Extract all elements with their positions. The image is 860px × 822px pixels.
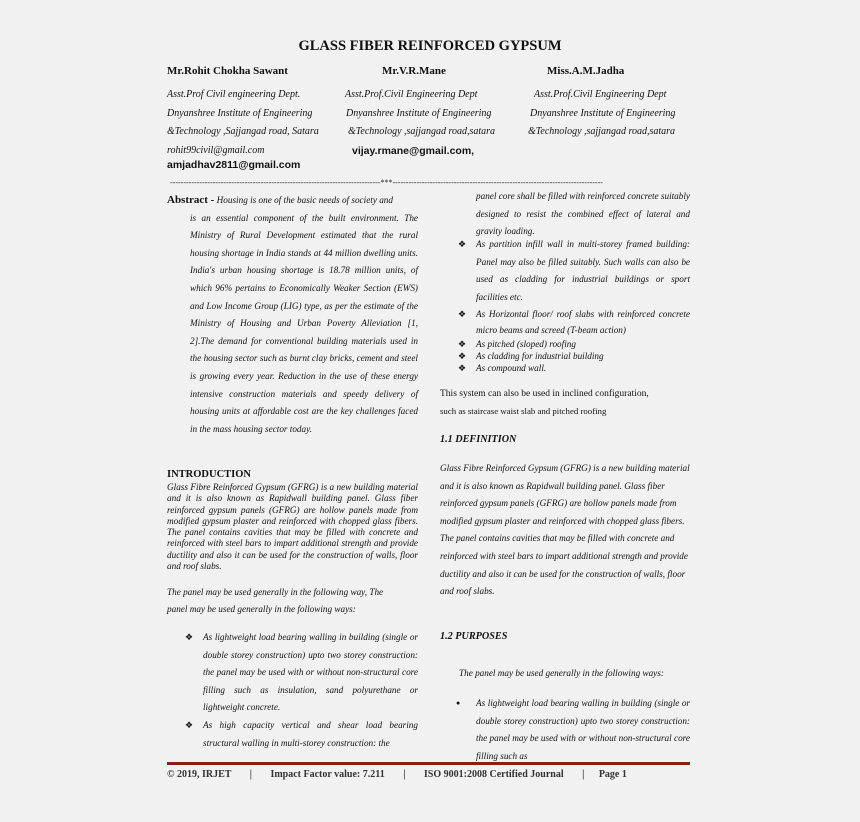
author-1-institute: Dnyanshree Institute of Engineering	[167, 108, 313, 119]
definition-text: Glass Fibre Reinforced Gypsum (GFRG) is a new building material and it is also known as Rapidwall building panel. Glass fiber reinforced gypsum panels (GFRG) are hollow panels made from modified gypsum plaster and reinforced with chopped glass fibers. The panel contains cavities that may be filled with concrete and reinforced with steel bars to impart additional strength and provide ductility and also it can be used for the construction of walls, floor and roof slabs.	[440, 463, 690, 597]
diamond-bullet-icon: ❖	[458, 351, 467, 362]
author-1-name: Mr.Rohit Chokha Sawant	[167, 65, 288, 77]
bullet-text: As Horizontal floor/ roof slabs with reinforced concrete micro beams and screed (T-beam action)	[476, 309, 690, 336]
introduction-heading: INTRODUCTION	[167, 469, 252, 480]
footer-separator: |	[249, 769, 252, 780]
list-item	[167, 629, 418, 717]
list-item	[440, 362, 690, 374]
purposes-bullets	[440, 695, 690, 765]
diamond-bullet-icon: ❖	[458, 309, 467, 320]
author-1-address: &Technology ,Sajjangad road, Satara	[167, 126, 319, 137]
diamond-bullet-icon: ❖	[458, 239, 467, 249]
author-2-name: Mr.V.R.Mane	[382, 65, 446, 77]
author-2-email: vijay.rmane@gmail.com,	[352, 145, 475, 157]
system-text-line-1: This system can also be used in inclined configuration,	[440, 389, 649, 399]
footer-separator: |	[403, 769, 406, 780]
abstract	[167, 192, 418, 438]
author-2-address: &Technology ,sajjangad road,satara	[348, 126, 496, 137]
bullet-text: As partition infill wall in multi-storey framed building: Panel may also be filled suitably. Such walls can also be used as cladding for industrial buildings or sport facilities etc.	[476, 239, 690, 302]
list-item	[440, 338, 690, 350]
author-3-position: Asst.Prof.Civil Engineering Dept	[534, 89, 667, 100]
bullet-text: As lightweight load bearing walling in building (single or double storey construction) upto two storey construction: the panel may be used with or without non-structural core filling such as insulation, sand polyurethane or lightweight concrete.	[203, 632, 418, 713]
diamond-bullet-icon: ❖	[185, 632, 194, 642]
continued-bullet-text: panel core shall be filled with reinforced concrete suitably designed to resist the combined effect of lateral and gravity loading.	[476, 191, 690, 237]
diamond-bullet-icon: ❖	[458, 363, 467, 374]
footer-iso: ISO 9001:2008 Certified Journal	[423, 769, 564, 780]
introduction-text: Glass Fibre Reinforced Gypsum (GFRG) is a new building material and it is also known as Rapidwall building panel. Glass fiber reinforced gypsum panels (GFRG) are hollow panels made from modified gypsum plaster and reinforced with chopped glass fibers. The panel contains cavities that may be filled with concrete and reinforced with steel bars to impart additional strength and provide ductility and also it can be used for the construction of walls, floor and roof slabs.	[167, 482, 418, 572]
author-3-name: Miss.A.M.Jadha	[547, 65, 625, 77]
author-3-institute: Dnyanshree Institute of Engineering	[530, 108, 676, 119]
list-item	[440, 236, 690, 306]
author-3-address: &Technology ,sajjangad road,satara	[528, 126, 676, 137]
purposes-heading: 1.2 PURPOSES	[440, 631, 508, 642]
bullet-text: As pitched (sloped) roofing	[476, 339, 576, 350]
system-text-line-2: such as staircase waist slab and pitched roofing	[440, 406, 607, 416]
footer	[167, 769, 690, 780]
footer-page-number: Page 1	[598, 769, 627, 780]
introduction-ways-line-1: The panel may be used generally in the following way, The	[167, 587, 384, 597]
bullet-text: As compound wall.	[476, 363, 547, 374]
list-item	[167, 717, 418, 752]
right-bullets	[440, 236, 690, 374]
diamond-bullet-icon: ❖	[185, 719, 194, 730]
author-2-institute: Dnyanshree Institute of Engineering	[346, 108, 492, 119]
footer-rule	[167, 762, 690, 765]
abstract-label: Abstract -	[167, 194, 215, 206]
abstract-text: is an essential component of the built environment. The Ministry of Rural Development estimated that the rural housing shortage in India stands at 44 million dwelling units. India's urban housing shortage is 18.78 million units, of which 96% pertains to Economically Weaker Section (EWS) and Low Income Group (LIG) type, as per the estimate of the Ministry of Housing and Urban Poverty Alleviation [1, 2].The demand for conventional building materials used in the housing sector such as burnt clay bricks, cement and steel is growing every year. Reduction in the use of these energy intensive construction materials and speedy delivery of housing units at affordable cost are the key challenges faced in the mass housing sector today.	[190, 212, 418, 434]
introduction-ways-line-2: panel may be used generally in the following ways:	[167, 604, 356, 614]
footer-separator: |	[582, 769, 585, 780]
round-bullet-icon: ●	[456, 699, 461, 707]
purposes-intro: The panel may be used generally in the following ways:	[459, 668, 664, 678]
bullet-text: As high capacity vertical and shear load bearing structural walling in multi-storey construction: the	[203, 719, 418, 748]
author-3-email: amjadhav2811@gmail.com	[167, 159, 301, 171]
author-1-position: Asst.Prof Civil engineering Dept.	[167, 89, 301, 100]
list-item	[440, 695, 690, 765]
bullet-text: As lightweight load bearing walling in building (single or double storey construction) upto two storey construction: the panel may be used with or without non-structural core filling such as	[476, 698, 690, 761]
list-item	[440, 350, 690, 362]
author-2-position: Asst.Prof.Civil Engineering Dept	[345, 89, 478, 100]
footer-impact-factor: Impact Factor value: 7.211	[270, 769, 385, 780]
paper-title: GLASS FIBER REINFORCED GYPSUM	[298, 38, 562, 54]
diamond-bullet-icon: ❖	[458, 339, 467, 350]
definition-heading: 1.1 DEFINITION	[440, 434, 517, 445]
bullet-text: As cladding for industrial building	[476, 351, 604, 362]
section-divider: -------------------------------------------------------------------------------***-------------------------------------------------------------------------------	[170, 178, 603, 187]
introduction-bullets	[167, 629, 418, 752]
footer-copyright: © 2019, IRJET	[167, 769, 232, 780]
list-item	[440, 306, 690, 338]
abstract-first-line: Housing is one of the basic needs of society and	[216, 195, 393, 205]
author-1-email: rohit99civil@gmail.com	[167, 145, 265, 156]
